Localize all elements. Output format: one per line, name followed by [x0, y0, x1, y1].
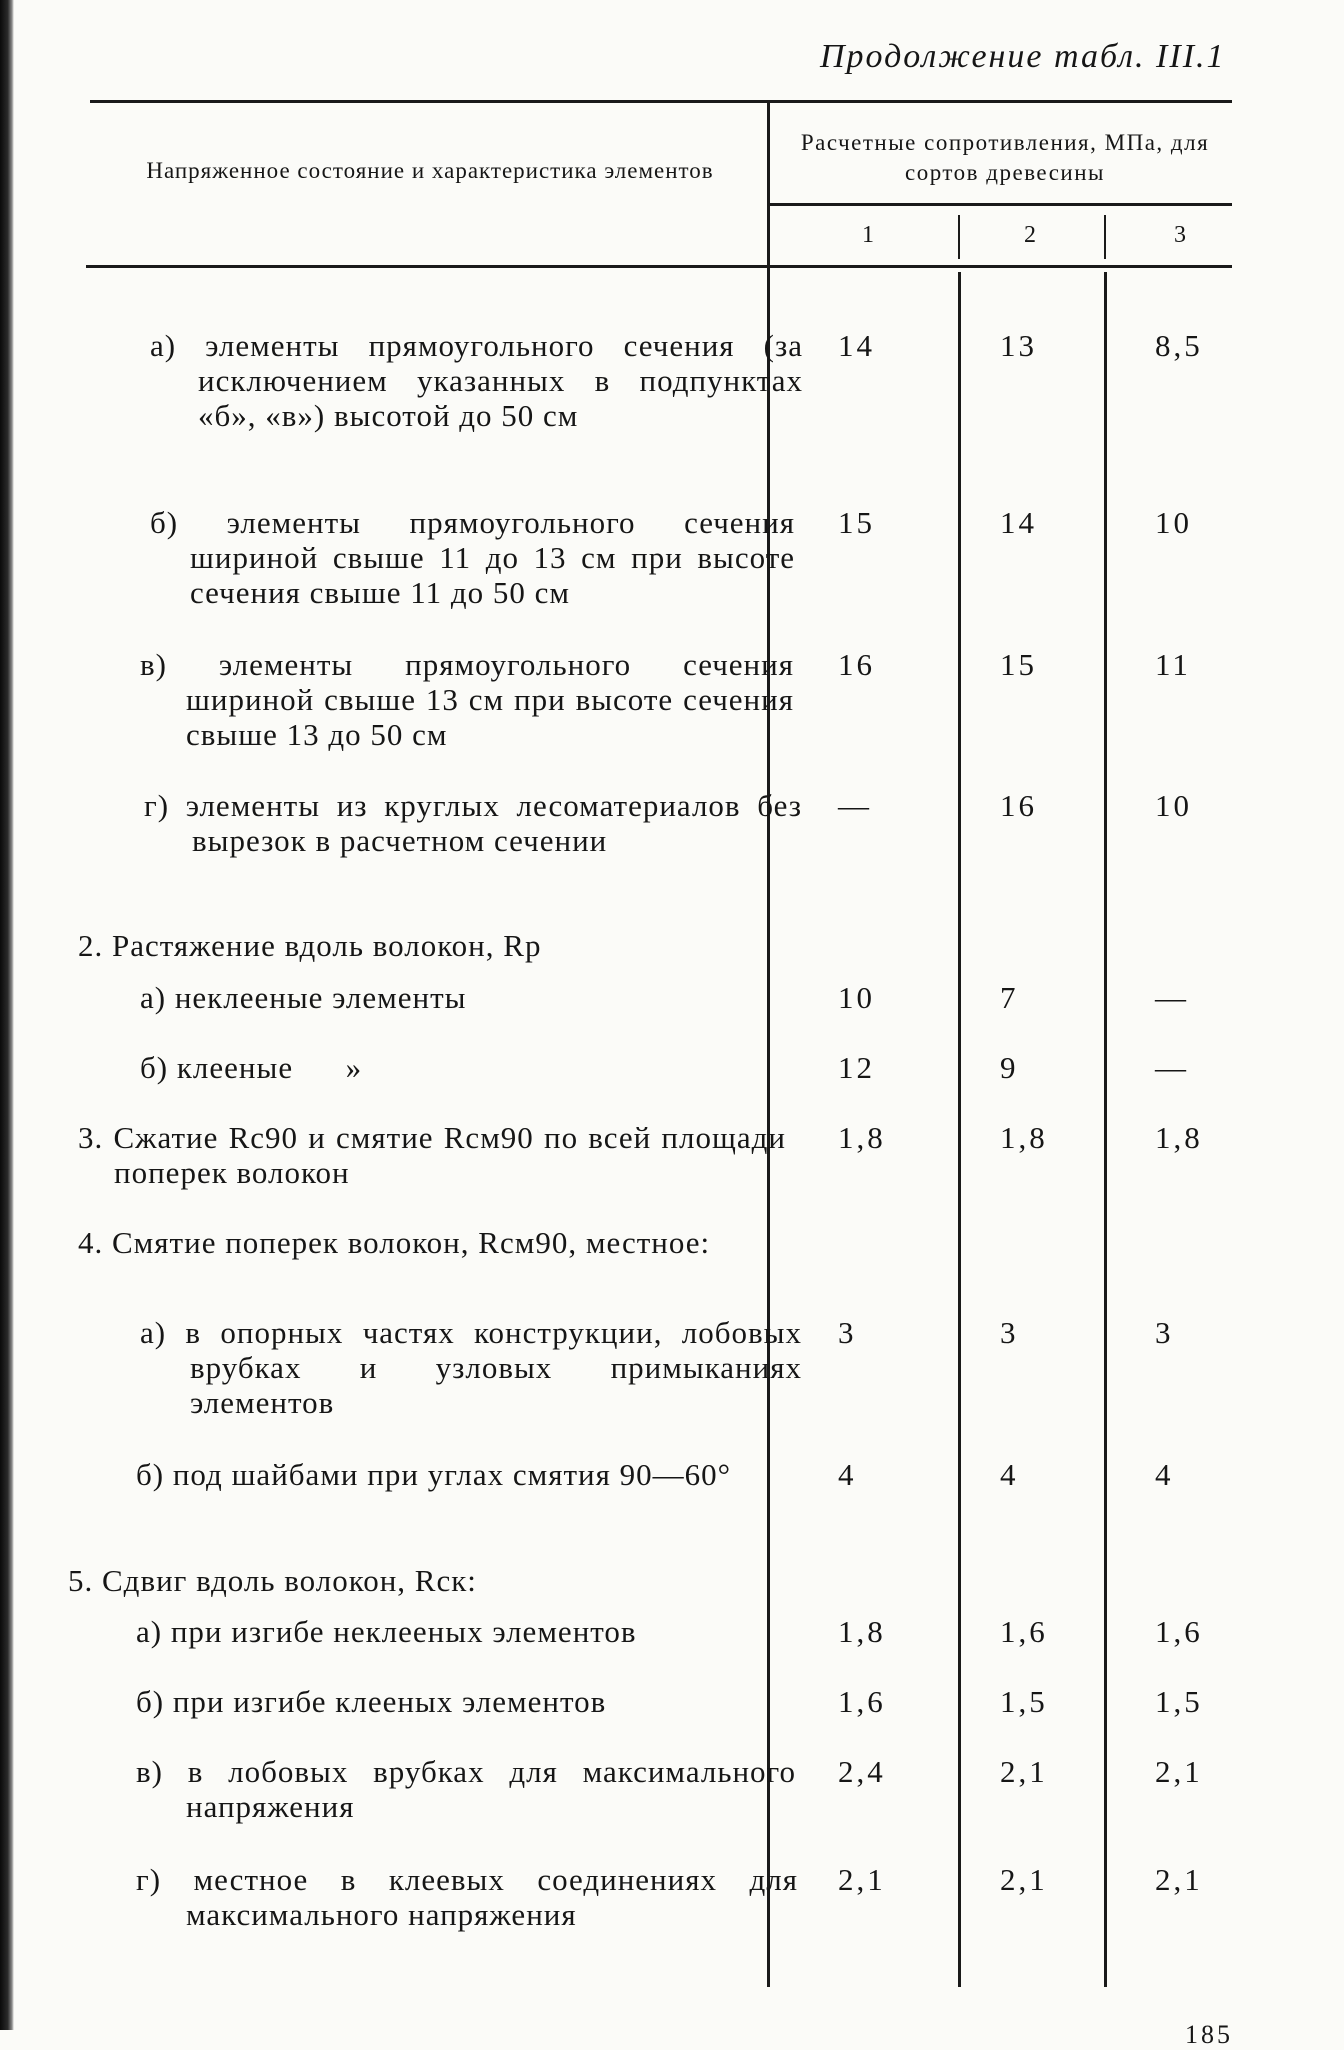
header-column-1: 1: [862, 222, 874, 248]
cell-grade-3: 8,5: [1155, 328, 1203, 363]
row-description: а) неклееные элементы: [140, 980, 467, 1015]
cell-grade-1: 15: [838, 505, 875, 540]
cell-grade-3: —: [1155, 1050, 1189, 1085]
column-divider-3: [1104, 272, 1107, 1987]
cell-grade-2: 1,8: [1000, 1120, 1048, 1155]
cell-grade-2: 2,1: [1000, 1862, 1048, 1897]
cell-grade-2: 1,6: [1000, 1614, 1048, 1649]
row-description: б) при изгибе клееных элементов: [136, 1684, 607, 1719]
cell-grade-1: 1,8: [838, 1120, 886, 1155]
row-description: 4. Смятие поперек волокон, Rсм90, местное:: [78, 1225, 711, 1260]
cell-grade-1: 3: [838, 1315, 857, 1350]
cell-grade-1: 4: [838, 1457, 857, 1492]
cell-grade-3: 1,5: [1155, 1684, 1203, 1719]
cell-grade-1: 14: [838, 328, 875, 363]
cell-grade-3: 1,8: [1155, 1120, 1203, 1155]
cell-grade-2: 14: [1000, 505, 1037, 540]
cell-grade-3: —: [1155, 980, 1189, 1015]
cell-grade-3: 2,1: [1155, 1862, 1203, 1897]
row-description: а) при изгибе неклееных элементов: [136, 1614, 637, 1649]
cell-grade-1: 1,6: [838, 1684, 886, 1719]
row-description: б) элементы прямоугольного сечения шириной свыше 11 до 13 см при высоте сечения свыше 11 до 50 см: [150, 505, 795, 610]
cell-grade-1: 10: [838, 980, 875, 1015]
row-description: а) элементы прямоугольного сечения (за исключением указанных в подпунктах «б», «в») высотой до 50 см: [150, 328, 803, 433]
header-tick-2: [958, 215, 960, 259]
book-spine-shadow: [0, 0, 14, 2030]
cell-grade-1: 2,1: [838, 1862, 886, 1897]
row-description: б) под шайбами при углах смятия 90—60°: [136, 1457, 732, 1492]
row-description: 2. Растяжение вдоль волокон, Rр: [78, 928, 542, 963]
header-column-3: 3: [1174, 222, 1186, 248]
cell-grade-3: 1,6: [1155, 1614, 1203, 1649]
row-description: в) элементы прямоугольного сечения шириной свыше 13 см при высоте сечения свыше 13 до 50 см: [140, 647, 794, 752]
cell-grade-3: 3: [1155, 1315, 1174, 1350]
cell-grade-2: 13: [1000, 328, 1037, 363]
cell-grade-1: 16: [838, 647, 875, 682]
cell-grade-3: 10: [1155, 505, 1192, 540]
row-description: 3. Сжатие Rс90 и смятие Rсм90 по всей площади поперек волокон: [78, 1120, 786, 1190]
cell-grade-1: 1,8: [838, 1614, 886, 1649]
cell-grade-2: 16: [1000, 788, 1037, 823]
header-right-label: Расчетные сопротивления, МПа, для сортов древесины: [800, 130, 1210, 185]
cell-grade-1: —: [838, 788, 872, 823]
cell-grade-3: 4: [1155, 1457, 1174, 1492]
cell-grade-2: 9: [1000, 1050, 1019, 1085]
row-description: г) элементы из круглых лесоматериалов без вырезок в расчетном сечении: [144, 788, 802, 858]
header-tick-3: [1104, 215, 1106, 259]
table-top-rule: [90, 100, 1232, 103]
row-description: 5. Сдвиг вдоль волокон, Rск:: [68, 1563, 477, 1598]
header-sub-rule: [770, 203, 1232, 206]
cell-grade-3: 10: [1155, 788, 1192, 823]
page-number: 185: [1185, 2020, 1233, 2049]
column-divider-2: [958, 272, 961, 1987]
cell-grade-1: 12: [838, 1050, 875, 1085]
cell-grade-2: 3: [1000, 1315, 1019, 1350]
table-caption: Продолжение табл. III.1: [820, 38, 1226, 75]
cell-grade-2: 7: [1000, 980, 1019, 1015]
row-description: в) в лобовых врубках для максимального напряжения: [136, 1754, 796, 1824]
cell-grade-2: 2,1: [1000, 1754, 1048, 1789]
header-bottom-rule: [86, 265, 1232, 268]
row-description: г) местное в клеевых соединениях для максимального напряжения: [136, 1862, 798, 1932]
cell-grade-1: 2,4: [838, 1754, 886, 1789]
header-left-label: Напряженное состояние и характеристика элементов: [146, 158, 714, 183]
row-description: а) в опорных частях конструкции, лобовых врубках и узловых примыканиях элементов: [140, 1315, 802, 1420]
cell-grade-3: 2,1: [1155, 1754, 1203, 1789]
row-description: б) клееные »: [140, 1050, 363, 1085]
cell-grade-2: 15: [1000, 647, 1037, 682]
header-column-2: 2: [1024, 222, 1036, 248]
cell-grade-2: 4: [1000, 1457, 1019, 1492]
cell-grade-3: 11: [1155, 647, 1191, 682]
cell-grade-2: 1,5: [1000, 1684, 1048, 1719]
